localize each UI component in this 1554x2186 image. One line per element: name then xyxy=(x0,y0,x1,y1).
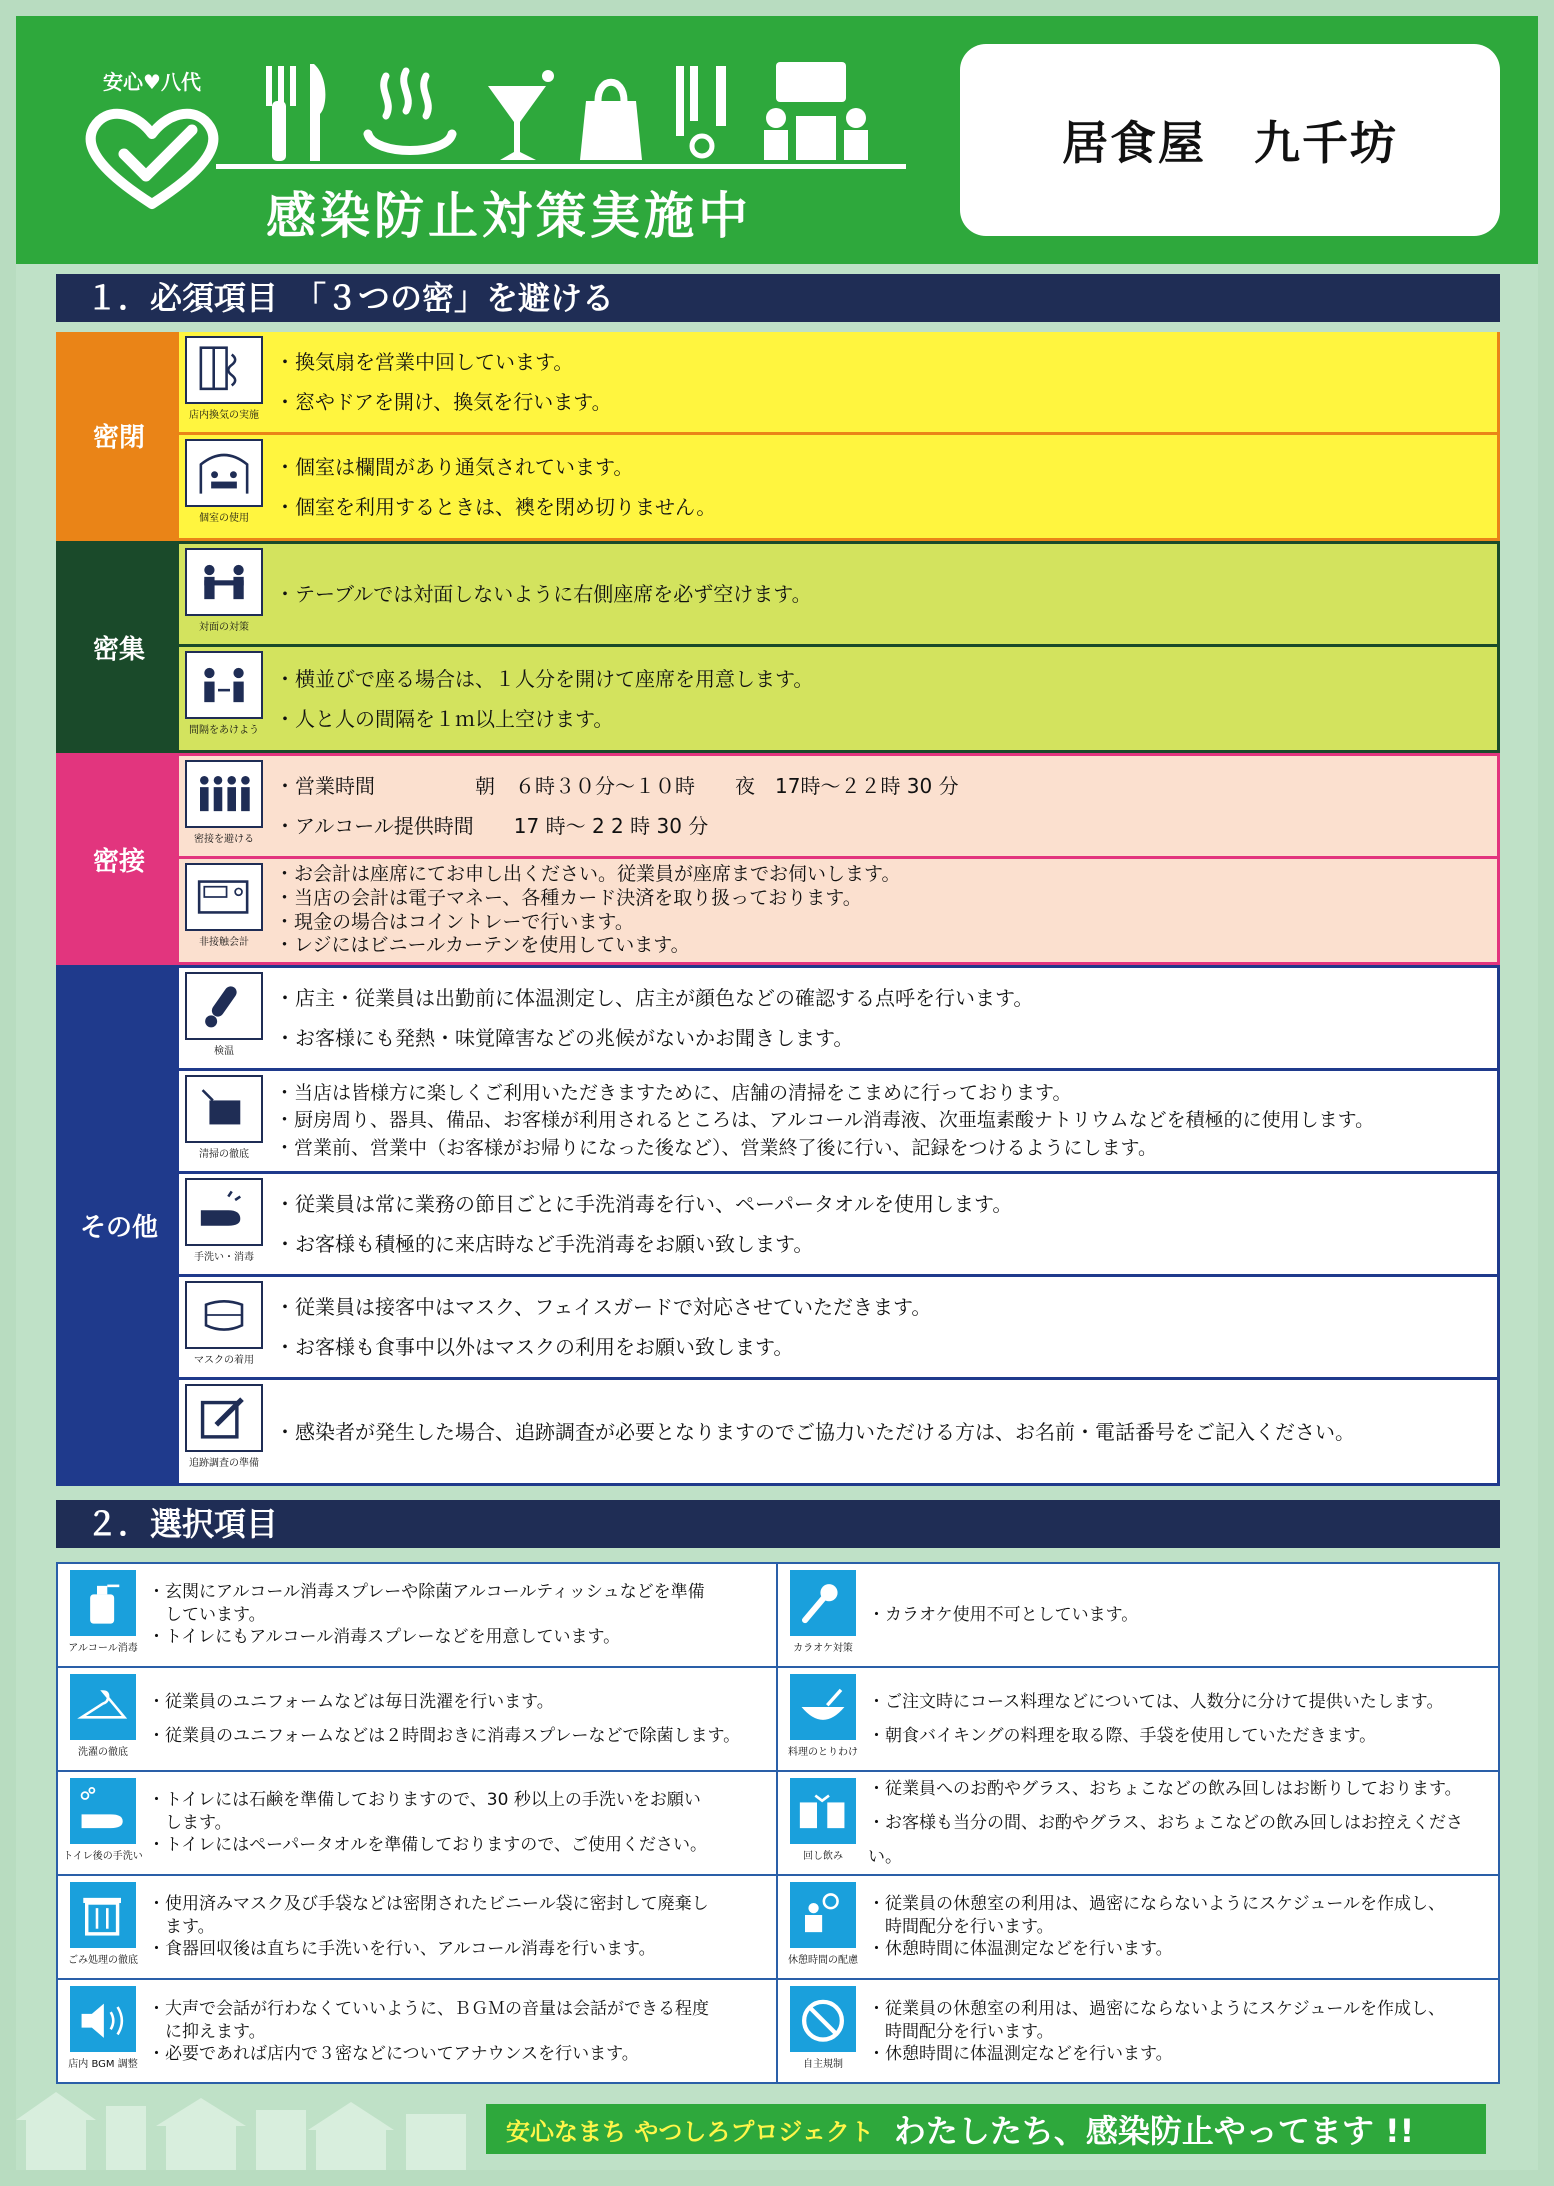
icon-frame xyxy=(185,1178,263,1246)
row-icon-cell xyxy=(179,647,269,750)
cocktail-icon xyxy=(488,70,554,160)
text-line: ・従業員の休憩室の利用は、過密にならないようにスケジュールを作成し、 xyxy=(868,1893,1445,1914)
row-text xyxy=(269,756,1497,856)
option-icon-cell xyxy=(58,1668,148,1770)
mask-icon xyxy=(194,1286,254,1344)
icon-frame xyxy=(790,1570,856,1636)
text-line: ・アルコール提供時間 17 時～ 2 2 時 30 分 xyxy=(275,814,709,838)
group-label: 密閉 xyxy=(59,332,179,538)
table-row xyxy=(179,859,1497,962)
shopping-bag-icon xyxy=(580,82,642,160)
text-line: ・従業員へのお酌やグラス、おちょこなどの飲み回しはお断りしております。 xyxy=(868,1779,1462,1799)
group-3 xyxy=(56,965,1500,1486)
text-line: ・感染者が発生した場合、追跡調査が必要となりますのでご協力いただける方は、お名前・電話番号をご記入ください。 xyxy=(275,1419,1355,1444)
icon-frame xyxy=(70,1882,136,1948)
icon-caption: 非接触会計 xyxy=(199,937,249,948)
row-icon-cell xyxy=(179,1277,269,1377)
text-line: ・カラオケ使用不可としています。 xyxy=(868,1604,1139,1625)
icon-frame xyxy=(70,1674,136,1740)
row-icon-cell xyxy=(179,435,269,538)
table-row xyxy=(179,332,1497,435)
option-icon-cell xyxy=(58,1564,148,1666)
text-line: ・従業員のユニフォームなどは毎日洗濯を行います。 xyxy=(148,1692,554,1712)
meeting-icon xyxy=(764,62,868,160)
text-line: します。 xyxy=(148,1812,232,1833)
option-icon-cell xyxy=(778,1668,868,1770)
text-line: ・ご注文時にコース料理などについては、人数分に分けて提供いたします。 xyxy=(868,1692,1444,1712)
text-line: ・休憩時間に体温測定などを行います。 xyxy=(868,2044,1173,2065)
icon-frame xyxy=(70,1778,136,1844)
crowd-icon xyxy=(194,765,254,823)
option-item xyxy=(778,1772,1498,1876)
text-line: ・換気扇を営業中回しています。 xyxy=(275,350,574,374)
header-divider xyxy=(216,164,906,169)
hand-wash-icon xyxy=(194,1183,254,1241)
no-entry-icon xyxy=(793,1990,853,2048)
icon-frame xyxy=(185,439,263,507)
icon-frame xyxy=(790,1778,856,1844)
text-line: ・お客様も食事中以外はマスクの利用をお願い致します。 xyxy=(275,1335,794,1359)
pictogram-row xyxy=(256,56,896,166)
option-icon-cell xyxy=(778,1564,868,1666)
row-text xyxy=(269,647,1497,750)
option-text xyxy=(868,1772,1498,1874)
icon-caption: 手洗い・消毒 xyxy=(194,1252,254,1263)
table-row xyxy=(179,1071,1497,1174)
text-line: ・従業員は常に業務の節目ごとに手洗消毒を行い、ペーパータオルを使用します。 xyxy=(275,1192,1013,1216)
row-icon-cell xyxy=(179,544,269,644)
icon-frame xyxy=(70,1986,136,2052)
icon-frame xyxy=(185,336,263,404)
speaker-icon xyxy=(73,1990,133,2048)
group-label: その他 xyxy=(59,968,179,1483)
option-icon-cell xyxy=(58,1772,148,1874)
row-icon-cell xyxy=(179,859,269,962)
text-line: 時間配分を行います。 xyxy=(868,1916,1054,1937)
face-to-face-icon xyxy=(194,553,254,611)
ventilation-icon xyxy=(194,341,254,399)
text-line: ・トイレにはペーパータオルを準備しておりますので、ご使用ください。 xyxy=(148,1835,707,1856)
option-item xyxy=(778,1564,1498,1668)
option-item xyxy=(778,1876,1498,1980)
text-line: ・人と人の間隔を１ｍ以上空けます。 xyxy=(275,706,614,731)
option-text xyxy=(868,1668,1498,1770)
table-row xyxy=(179,1380,1497,1483)
text-line: ・お客様も当分の間、お酌やグラス、おちょこなどの飲み回しはお控えください。 xyxy=(868,1813,1463,1867)
text-line: 時間配分を行います。 xyxy=(868,2021,1054,2042)
fork-knife-icon xyxy=(266,64,325,161)
table-row xyxy=(179,647,1497,750)
icon-caption: 密接を避ける xyxy=(194,834,254,845)
icon-caption: 間隔をあけよう xyxy=(189,725,259,736)
record-icon xyxy=(194,1389,254,1447)
icon-caption: 個室の使用 xyxy=(199,513,249,524)
icon-caption: 回し飲み xyxy=(803,1851,843,1862)
row-text xyxy=(269,1277,1497,1377)
sanitizer-icon xyxy=(73,1574,133,1632)
text-line: ・トイレにもアルコール消毒スプレーなどを用意しています。 xyxy=(148,1627,621,1648)
anshin-yatsushiro-logo xyxy=(72,66,232,216)
footer xyxy=(16,2086,1538,2170)
icon-caption: ごみ処理の徹底 xyxy=(68,1955,138,1966)
trash-icon xyxy=(73,1886,133,1944)
icon-caption: マスクの着用 xyxy=(194,1355,254,1366)
text-line: ・厨房周り、器具、備品、お客様が利用されるところは、アルコール消毒液、次亜塩素酸ナトリウムなどを積極的に使用します。 xyxy=(275,1109,1375,1132)
table-row xyxy=(179,1277,1497,1380)
serving-bowl-icon xyxy=(793,1678,853,1736)
icon-frame xyxy=(185,1075,263,1143)
option-icon-cell xyxy=(778,1876,868,1978)
option-text xyxy=(148,1668,776,1770)
row-text xyxy=(269,968,1497,1068)
icon-frame xyxy=(185,1384,263,1452)
icon-caption: カラオケ対策 xyxy=(793,1643,853,1654)
icon-frame xyxy=(185,548,263,616)
section1-table xyxy=(56,332,1500,1486)
header xyxy=(16,16,1538,264)
text-line: ・店主・従業員は出勤前に体温測定し、店主が顔色などの確認する点呼を行います。 xyxy=(275,986,1034,1010)
text-line: ・テーブルでは対面しないように右側座席を必ず空けます。 xyxy=(275,582,812,606)
icon-caption: 休憩時間の配慮 xyxy=(788,1955,858,1966)
option-text xyxy=(148,1980,776,2084)
table-row xyxy=(179,968,1497,1071)
row-text xyxy=(269,1174,1497,1274)
icon-frame xyxy=(70,1570,136,1636)
text-line: ます。 xyxy=(148,1916,215,1937)
table-row xyxy=(179,544,1497,647)
contactless-payment-icon xyxy=(194,868,254,926)
icon-frame xyxy=(790,1986,856,2052)
scissors-icon xyxy=(676,66,726,156)
text-line: ・休憩時間に体温測定などを行います。 xyxy=(868,1939,1173,1960)
option-item xyxy=(58,1668,778,1772)
text-line: ・窓やドアを開け、換気を行います。 xyxy=(275,390,612,414)
text-line: ・当店は皆様方に楽しくご利用いただきますために、店舗の清掃をこまめに行っております。 xyxy=(275,1081,1072,1104)
option-item xyxy=(58,1564,778,1668)
text-line: ・従業員は接客中はマスク、フェイスガードで対応させていただきます。 xyxy=(275,1295,932,1319)
row-text xyxy=(269,332,1497,432)
icon-frame xyxy=(185,651,263,719)
icon-frame xyxy=(185,1281,263,1349)
header-title: 感染防止対策実施中 xyxy=(266,187,752,245)
icon-caption: 料理のとりわけ xyxy=(788,1747,858,1758)
row-text xyxy=(269,1071,1497,1171)
row-text xyxy=(269,435,1497,538)
cleaning-icon xyxy=(194,1080,254,1138)
private-room-icon xyxy=(194,444,254,502)
option-text xyxy=(868,1980,1498,2084)
option-text xyxy=(148,1876,776,1978)
icon-caption: 対面の対策 xyxy=(199,622,249,633)
icon-frame xyxy=(185,972,263,1040)
text-line: に抑えます。 xyxy=(148,2021,266,2042)
icon-caption: 店内 BGM 調整 xyxy=(68,2059,138,2070)
section2-title: ２．選択項目 xyxy=(56,1500,1500,1548)
text-line: ・現金の場合はコイントレーで行います。 xyxy=(275,910,634,933)
icon-caption: 自主規制 xyxy=(803,2059,843,2070)
text-line: ・個室を利用するときは、襖を閉め切りません。 xyxy=(275,494,717,519)
text-line: ・お客様も積極的に来店時など手洗消毒をお願い致します。 xyxy=(275,1232,814,1256)
break-room-icon xyxy=(793,1886,853,1944)
row-icon-cell xyxy=(179,756,269,856)
text-line: ・玄関にアルコール消毒スプレーや除菌アルコールティッシュなどを準備 xyxy=(148,1581,705,1602)
text-line: ・従業員のユニフォームなどは２時間おきに消毒スプレーなどで除菌します。 xyxy=(148,1726,741,1746)
icon-caption: 追跡調査の準備 xyxy=(189,1458,259,1469)
option-text xyxy=(148,1564,776,1666)
logo-text: 安心♥八代 xyxy=(103,70,201,94)
beer-toast-icon xyxy=(793,1782,853,1840)
icon-frame xyxy=(790,1674,856,1740)
text-line: ・横並びで座る場合は、１人分を開けて座席を用意します。 xyxy=(275,666,814,691)
row-icon-cell xyxy=(179,1174,269,1274)
thermometer-icon xyxy=(194,977,254,1035)
row-icon-cell xyxy=(179,332,269,432)
text-line: ・トイレには石鹸を準備しておりますので、30 秒以上の手洗いをお願い xyxy=(148,1789,701,1810)
option-item xyxy=(58,1980,778,2084)
hanger-icon xyxy=(73,1678,133,1736)
option-text xyxy=(148,1772,776,1874)
icon-frame xyxy=(185,760,263,828)
text-line: ・食器回収後は直ちに手洗いを行い、アルコール消毒を行います。 xyxy=(148,1939,656,1960)
table-row xyxy=(179,435,1497,538)
row-text xyxy=(269,859,1497,962)
karaoke-icon xyxy=(793,1574,853,1632)
onsen-icon xyxy=(368,71,452,151)
icon-caption: 店内換気の実施 xyxy=(189,410,259,421)
text-line: ・レジにはビニールカーテンを使用しています。 xyxy=(275,934,690,957)
row-icon-cell xyxy=(179,1071,269,1171)
option-item xyxy=(778,1980,1498,2084)
table-row xyxy=(179,1174,1497,1277)
icon-frame xyxy=(790,1882,856,1948)
option-item xyxy=(778,1668,1498,1772)
text-line: ・朝食バイキングの料理を取る際、手袋を使用していただきます。 xyxy=(868,1726,1377,1746)
option-icon-cell xyxy=(778,1980,868,2084)
option-item xyxy=(58,1876,778,1980)
shop-name-box xyxy=(960,44,1500,236)
footer-banner xyxy=(486,2104,1486,2154)
option-icon-cell xyxy=(58,1980,148,2084)
group-label: 密接 xyxy=(59,756,179,962)
project-name: 安心なまち やつしろプロジェクト xyxy=(506,2117,874,2146)
text-line: ・必要であれば店内で３密などについてアナウンスを行います。 xyxy=(148,2044,639,2065)
text-line: ・営業時間 朝 ６時３０分～１０時 夜 17時～２２時 30 分 xyxy=(275,774,959,798)
shop-name: 居食屋 九千坊 xyxy=(1062,116,1398,170)
icon-caption: アルコール消毒 xyxy=(68,1643,138,1654)
text-line: ・使用済みマスク及び手袋などは密閉されたビニール袋に密封して廃棄し xyxy=(148,1893,709,1914)
row-icon-cell xyxy=(179,968,269,1068)
slogan: わたしたち、感染防止やってます !! xyxy=(893,2112,1415,2150)
icon-caption: 検温 xyxy=(214,1046,234,1057)
row-text xyxy=(269,1380,1497,1483)
option-text xyxy=(868,1564,1498,1666)
text-line: ・当店の会計は電子マネー、各種カード決済を取り扱っております。 xyxy=(275,886,862,909)
group-2 xyxy=(56,753,1500,965)
distance-icon xyxy=(194,656,254,714)
section2-grid xyxy=(56,1562,1500,2084)
option-text xyxy=(868,1876,1498,1978)
text-line: ・大声で会話が行わなくていいように、ＢＧＭの音量は会話ができる程度 xyxy=(148,1998,709,2019)
text-line: ・お会計は座席にてお申し出ください。従業員が座席までお伺いします。 xyxy=(275,863,901,885)
text-line: ・営業前、営業中（お客様がお帰りになった後など）、営業終了後に行い、記録をつけるようにします。 xyxy=(275,1136,1157,1159)
group-0 xyxy=(56,332,1500,541)
toilet-handwash-icon xyxy=(73,1782,133,1840)
table-row xyxy=(179,756,1497,859)
icon-caption: 清掃の徹底 xyxy=(199,1149,249,1160)
text-line: ・お客様にも発熱・味覚障害などの兆候がないかお聞きします。 xyxy=(275,1026,854,1050)
page xyxy=(16,16,1538,2170)
row-icon-cell xyxy=(179,1380,269,1483)
option-icon-cell xyxy=(778,1772,868,1874)
group-1 xyxy=(56,541,1500,753)
text-line: ・個室は欄間があり通気されています。 xyxy=(275,454,634,479)
row-text xyxy=(269,544,1497,644)
icon-caption: トイレ後の手洗い xyxy=(63,1851,143,1862)
text-line: ・従業員の休憩室の利用は、過密にならないようにスケジュールを作成し、 xyxy=(868,1998,1445,2019)
icon-frame xyxy=(185,863,263,931)
heart-check-icon xyxy=(72,92,232,222)
text-line: しています。 xyxy=(148,1604,266,1625)
icon-caption: 洗濯の徹底 xyxy=(78,1747,128,1758)
option-icon-cell xyxy=(58,1876,148,1978)
section1-title: １．必須項目 「３つの密」を避ける xyxy=(56,274,1500,322)
option-item xyxy=(58,1772,778,1876)
group-label: 密集 xyxy=(59,544,179,750)
